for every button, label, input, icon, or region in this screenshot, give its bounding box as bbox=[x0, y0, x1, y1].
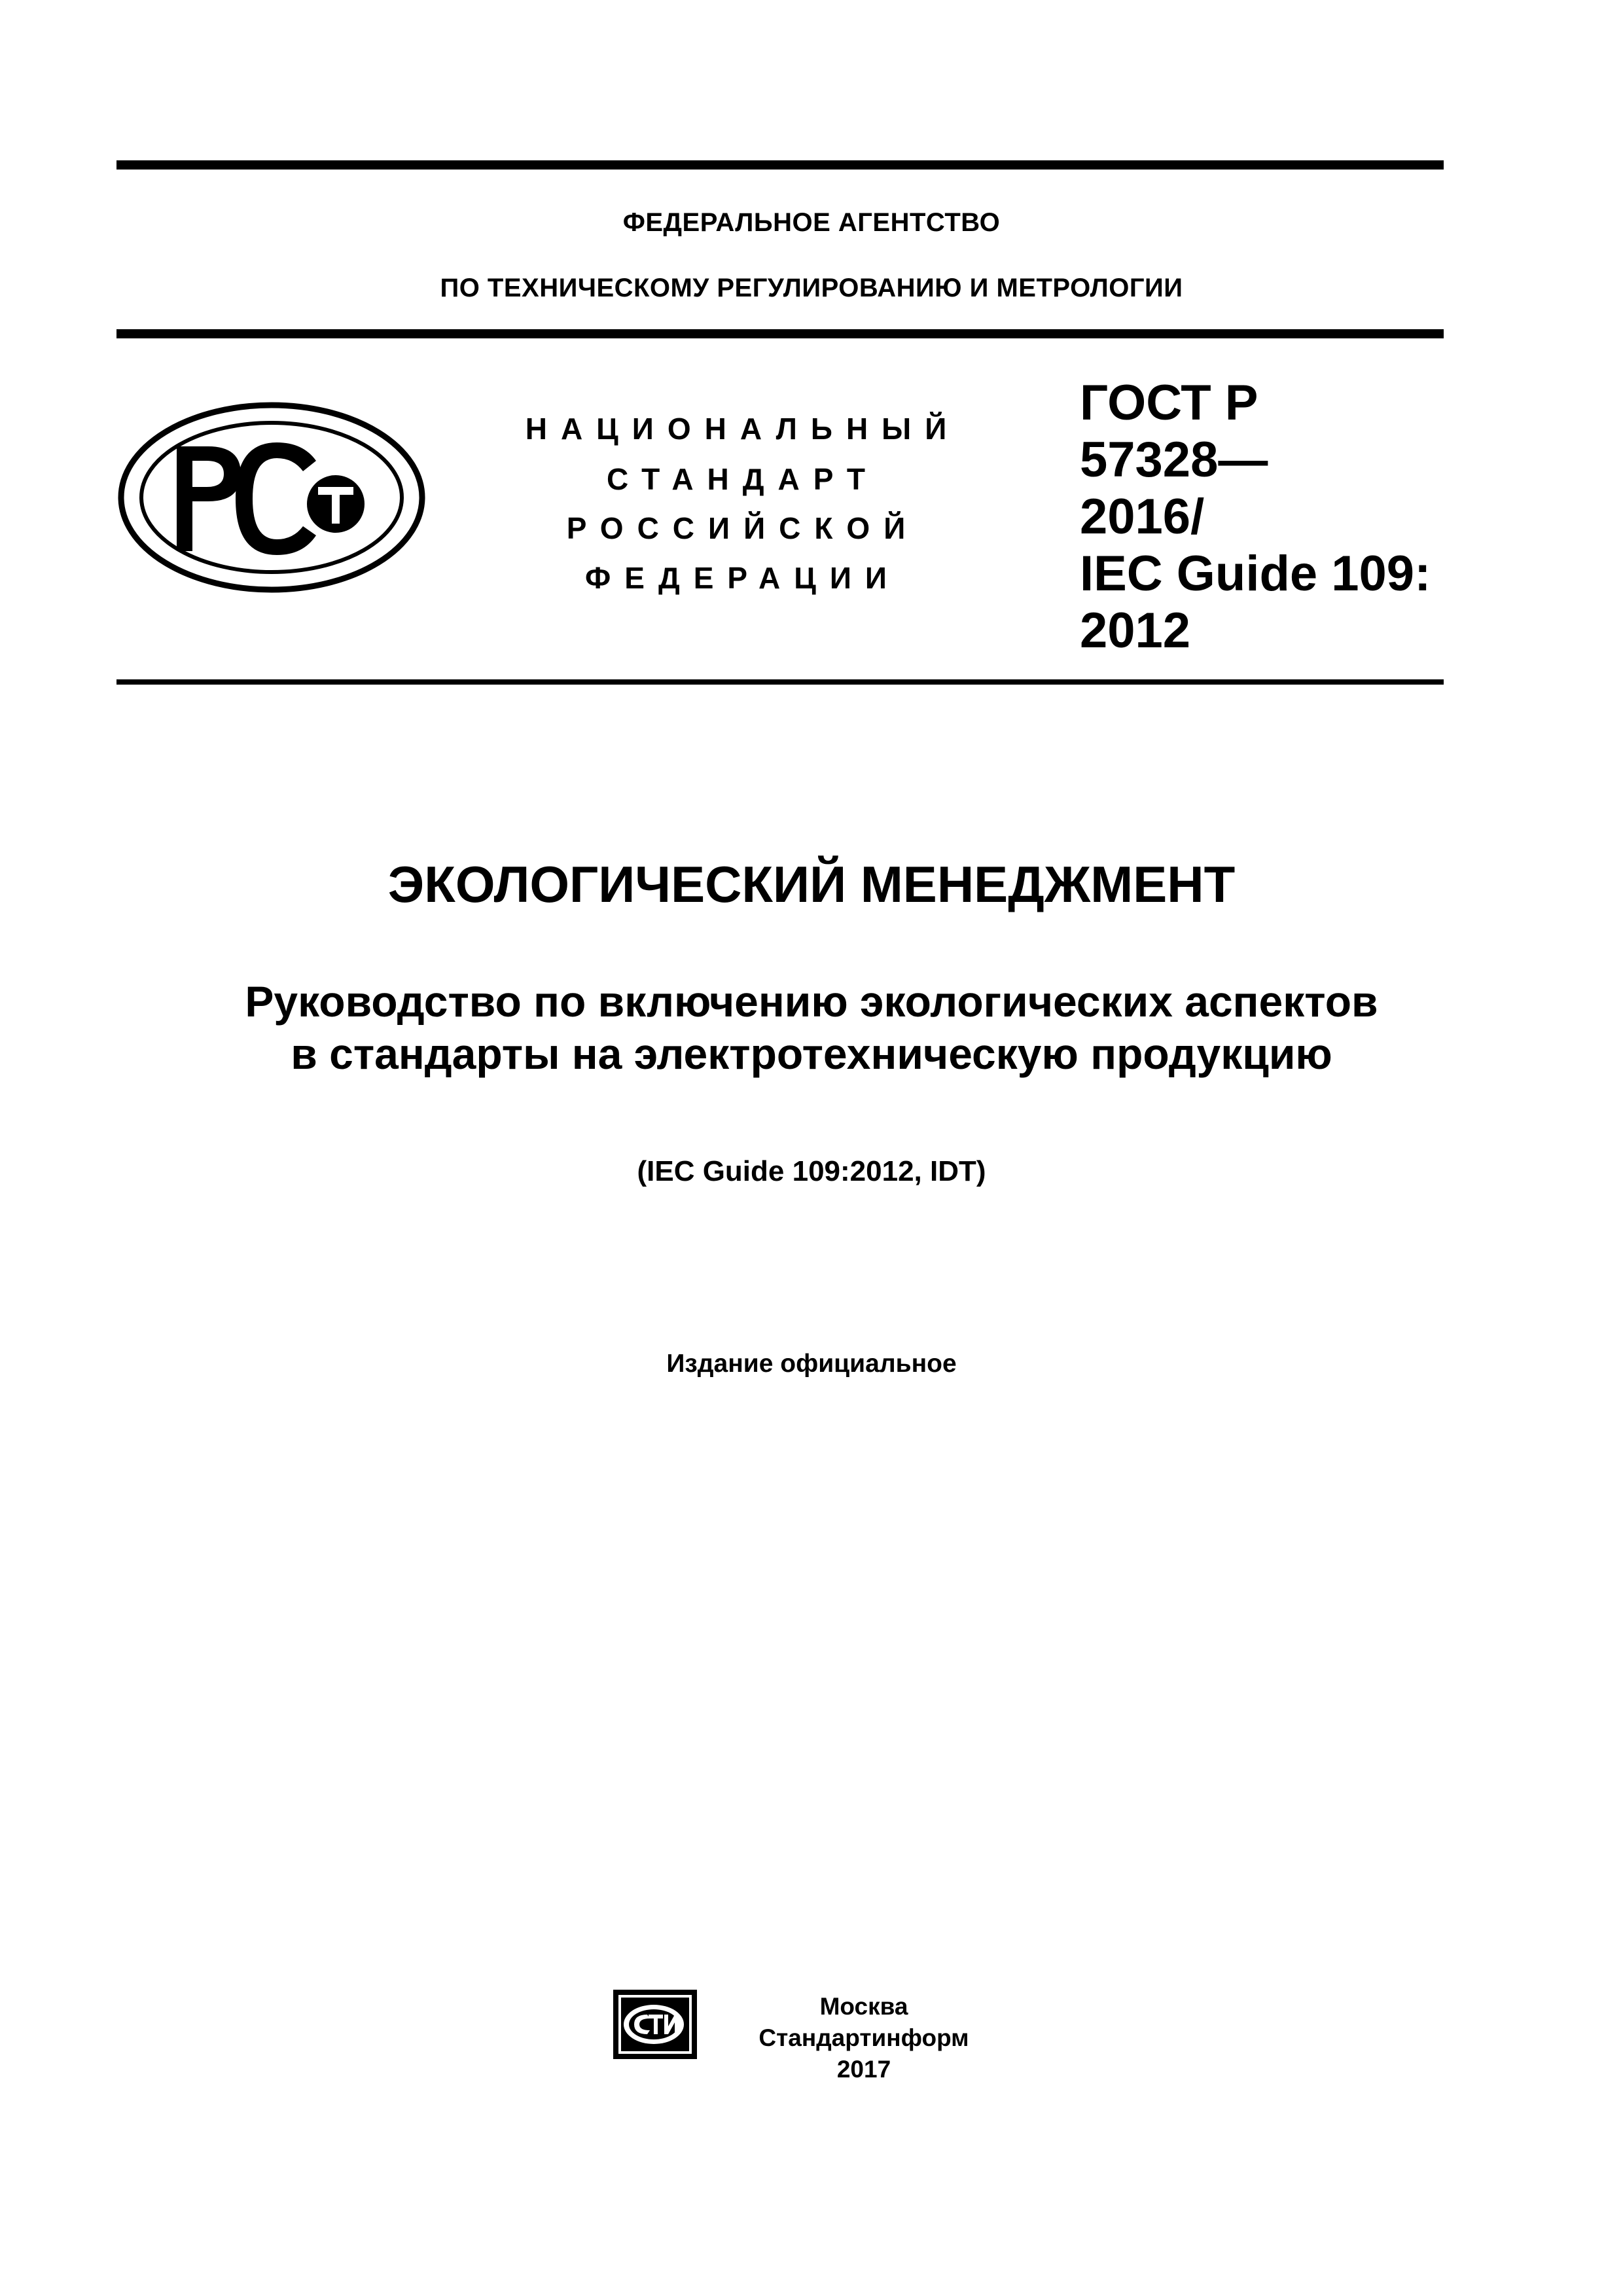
idt-reference: (IEC Guide 109:2012, IDT) bbox=[637, 1155, 986, 1187]
publisher-city: Москва bbox=[819, 1993, 908, 2020]
publisher-imprint bbox=[733, 1991, 995, 2085]
designation-line-4: IEC Guide 109: bbox=[1080, 546, 1431, 601]
rst-emblem-icon bbox=[116, 401, 427, 594]
designation-line-2: 57328— bbox=[1080, 432, 1268, 488]
agency-line-2: ПО ТЕХНИЧЕСКОМУ РЕГУЛИРОВАНИЮ И МЕТРОЛОГИИ bbox=[440, 274, 1183, 302]
publisher-name: Стандартинформ bbox=[758, 2024, 969, 2051]
national-standard-line-4: ФЕДЕРАЦИИ bbox=[585, 561, 901, 595]
document-title: ЭКОЛОГИЧЕСКИЙ МЕНЕДЖМЕНТ bbox=[387, 855, 1236, 913]
standard-designation bbox=[1080, 374, 1446, 659]
middle-rule bbox=[116, 329, 1444, 338]
edition-label: Издание официальное bbox=[666, 1350, 957, 1378]
national-standard-line-1: НАЦИОНАЛЬНЫЙ bbox=[525, 412, 961, 446]
bottom-rule bbox=[116, 679, 1444, 685]
designation-line-3: 2016/ bbox=[1080, 489, 1205, 545]
standartinform-logo-icon bbox=[612, 1988, 700, 2062]
agency-line-1: ФЕДЕРАЛЬНОЕ АГЕНТСТВО bbox=[622, 208, 1001, 237]
national-standard-line-2: СТАНДАРТ bbox=[607, 462, 879, 496]
document-subtitle-line-1: Руководство по включению экологических аспектов bbox=[245, 977, 1378, 1026]
top-rule bbox=[116, 160, 1444, 170]
designation-line-5: 2012 bbox=[1080, 603, 1191, 658]
designation-line-1: ГОСТ Р bbox=[1080, 375, 1258, 431]
national-standard-line-3: РОССИЙСКОЙ bbox=[566, 511, 919, 545]
publication-year: 2017 bbox=[836, 2056, 891, 2083]
document-subtitle-line-2: в стандарты на электротехническую продукцию bbox=[291, 1030, 1332, 1078]
